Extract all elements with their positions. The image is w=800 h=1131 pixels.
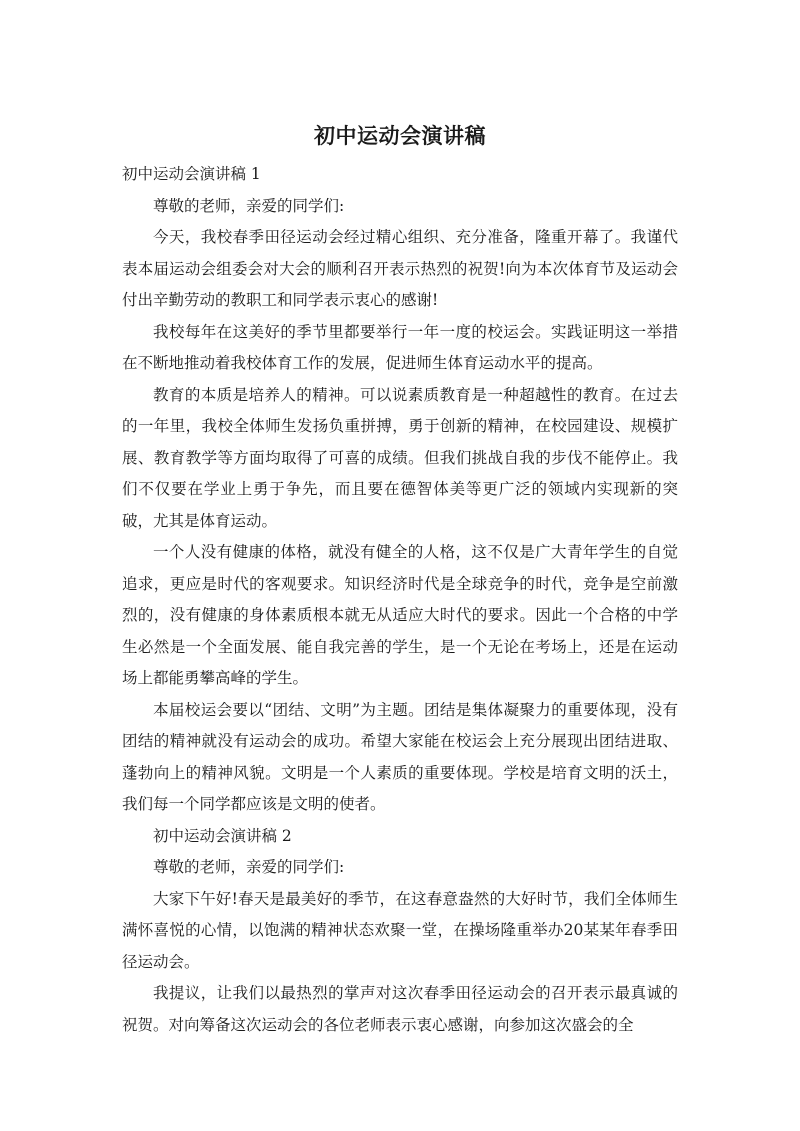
paragraph-education: 教育的本质是培养人的精神。可以说素质教育是一种超越性的教育。在过去的一年里，我校全体师生发扬负重拼搏，勇于创新的精神，在校园建设、规模扩展、教育教学等方面均取得了可喜的成绩。但我们挑战自我的步伐不能停止。我们不仅要在学业上勇于争先，而且要在德智体美等更广泛的领域内实现新的突破，尤其是体育运动。 bbox=[122, 385, 678, 530]
section-heading-1: 初中运动会演讲稿 1 bbox=[122, 165, 261, 183]
document-title: 初中运动会演讲稿 bbox=[314, 124, 486, 148]
paragraph-greeting-2: 尊敬的老师，亲爱的同学们: bbox=[153, 858, 345, 876]
paragraph-opening: 今天，我校春季田径运动会经过精心组织、充分准备，隆重开幕了。我谨代表本届运动会组委会对大会的顺利召开表示热烈的祝贺!向为本次体育节及运动会付出辛勤劳动的教职工和同学表示衷心的感谢! bbox=[122, 228, 678, 309]
document-body bbox=[122, 159, 678, 1041]
paragraph-welcome: 大家下午好!春天是最美好的季节，在这春意盎然的大好时节，我们全体师生满怀喜悦的心情，以饱满的精神状态欢聚一堂，在操场隆重举办20某某年春季田径运动会。 bbox=[122, 889, 678, 971]
paragraph-theme: 本届校运会要以“团结、文明”为主题。团结是集体凝聚力的重要体现，没有团结的精神就没有运动会的成功。希望大家能在校运会上充分展现出团结进取、蓬勃向上的精神风貌。文明是一个人素质的重要体现。学校是培育文明的沃土，我们每一个同学都应该是文明的使者。 bbox=[122, 700, 678, 813]
section-heading-2: 初中运动会演讲稿 2 bbox=[153, 826, 292, 845]
paragraph-greeting-1: 尊敬的老师，亲爱的同学们: bbox=[153, 196, 345, 215]
paragraph-applause: 我提议，让我们以最热烈的掌声对这次春季田径运动会的召开表示最真诚的祝贺。对向筹备这次运动会的各位老师表示衷心感谢，向参加这次盛会的全 bbox=[122, 984, 678, 1034]
paragraph-annual-meet: 我校每年在这美好的季节里都要举行一年一度的校运会。实践证明这一举措在不断地推动着我校体育工作的发展，促进师生体育运动水平的提高。 bbox=[122, 322, 678, 372]
paragraph-health: 一个人没有健康的体格，就没有健全的人格，这不仅是广大青年学生的自觉追求，更应是时代的客观要求。知识经济时代是全球竞争的时代，竞争是空前激烈的，没有健康的身体素质根本就无从适应大时代的要求。因此一个合格的中学生必然是一个全面发展、能自我完善的学生，是一个无论在考场上，还是在运动场上都能勇攀高峰的学生。 bbox=[122, 543, 678, 687]
